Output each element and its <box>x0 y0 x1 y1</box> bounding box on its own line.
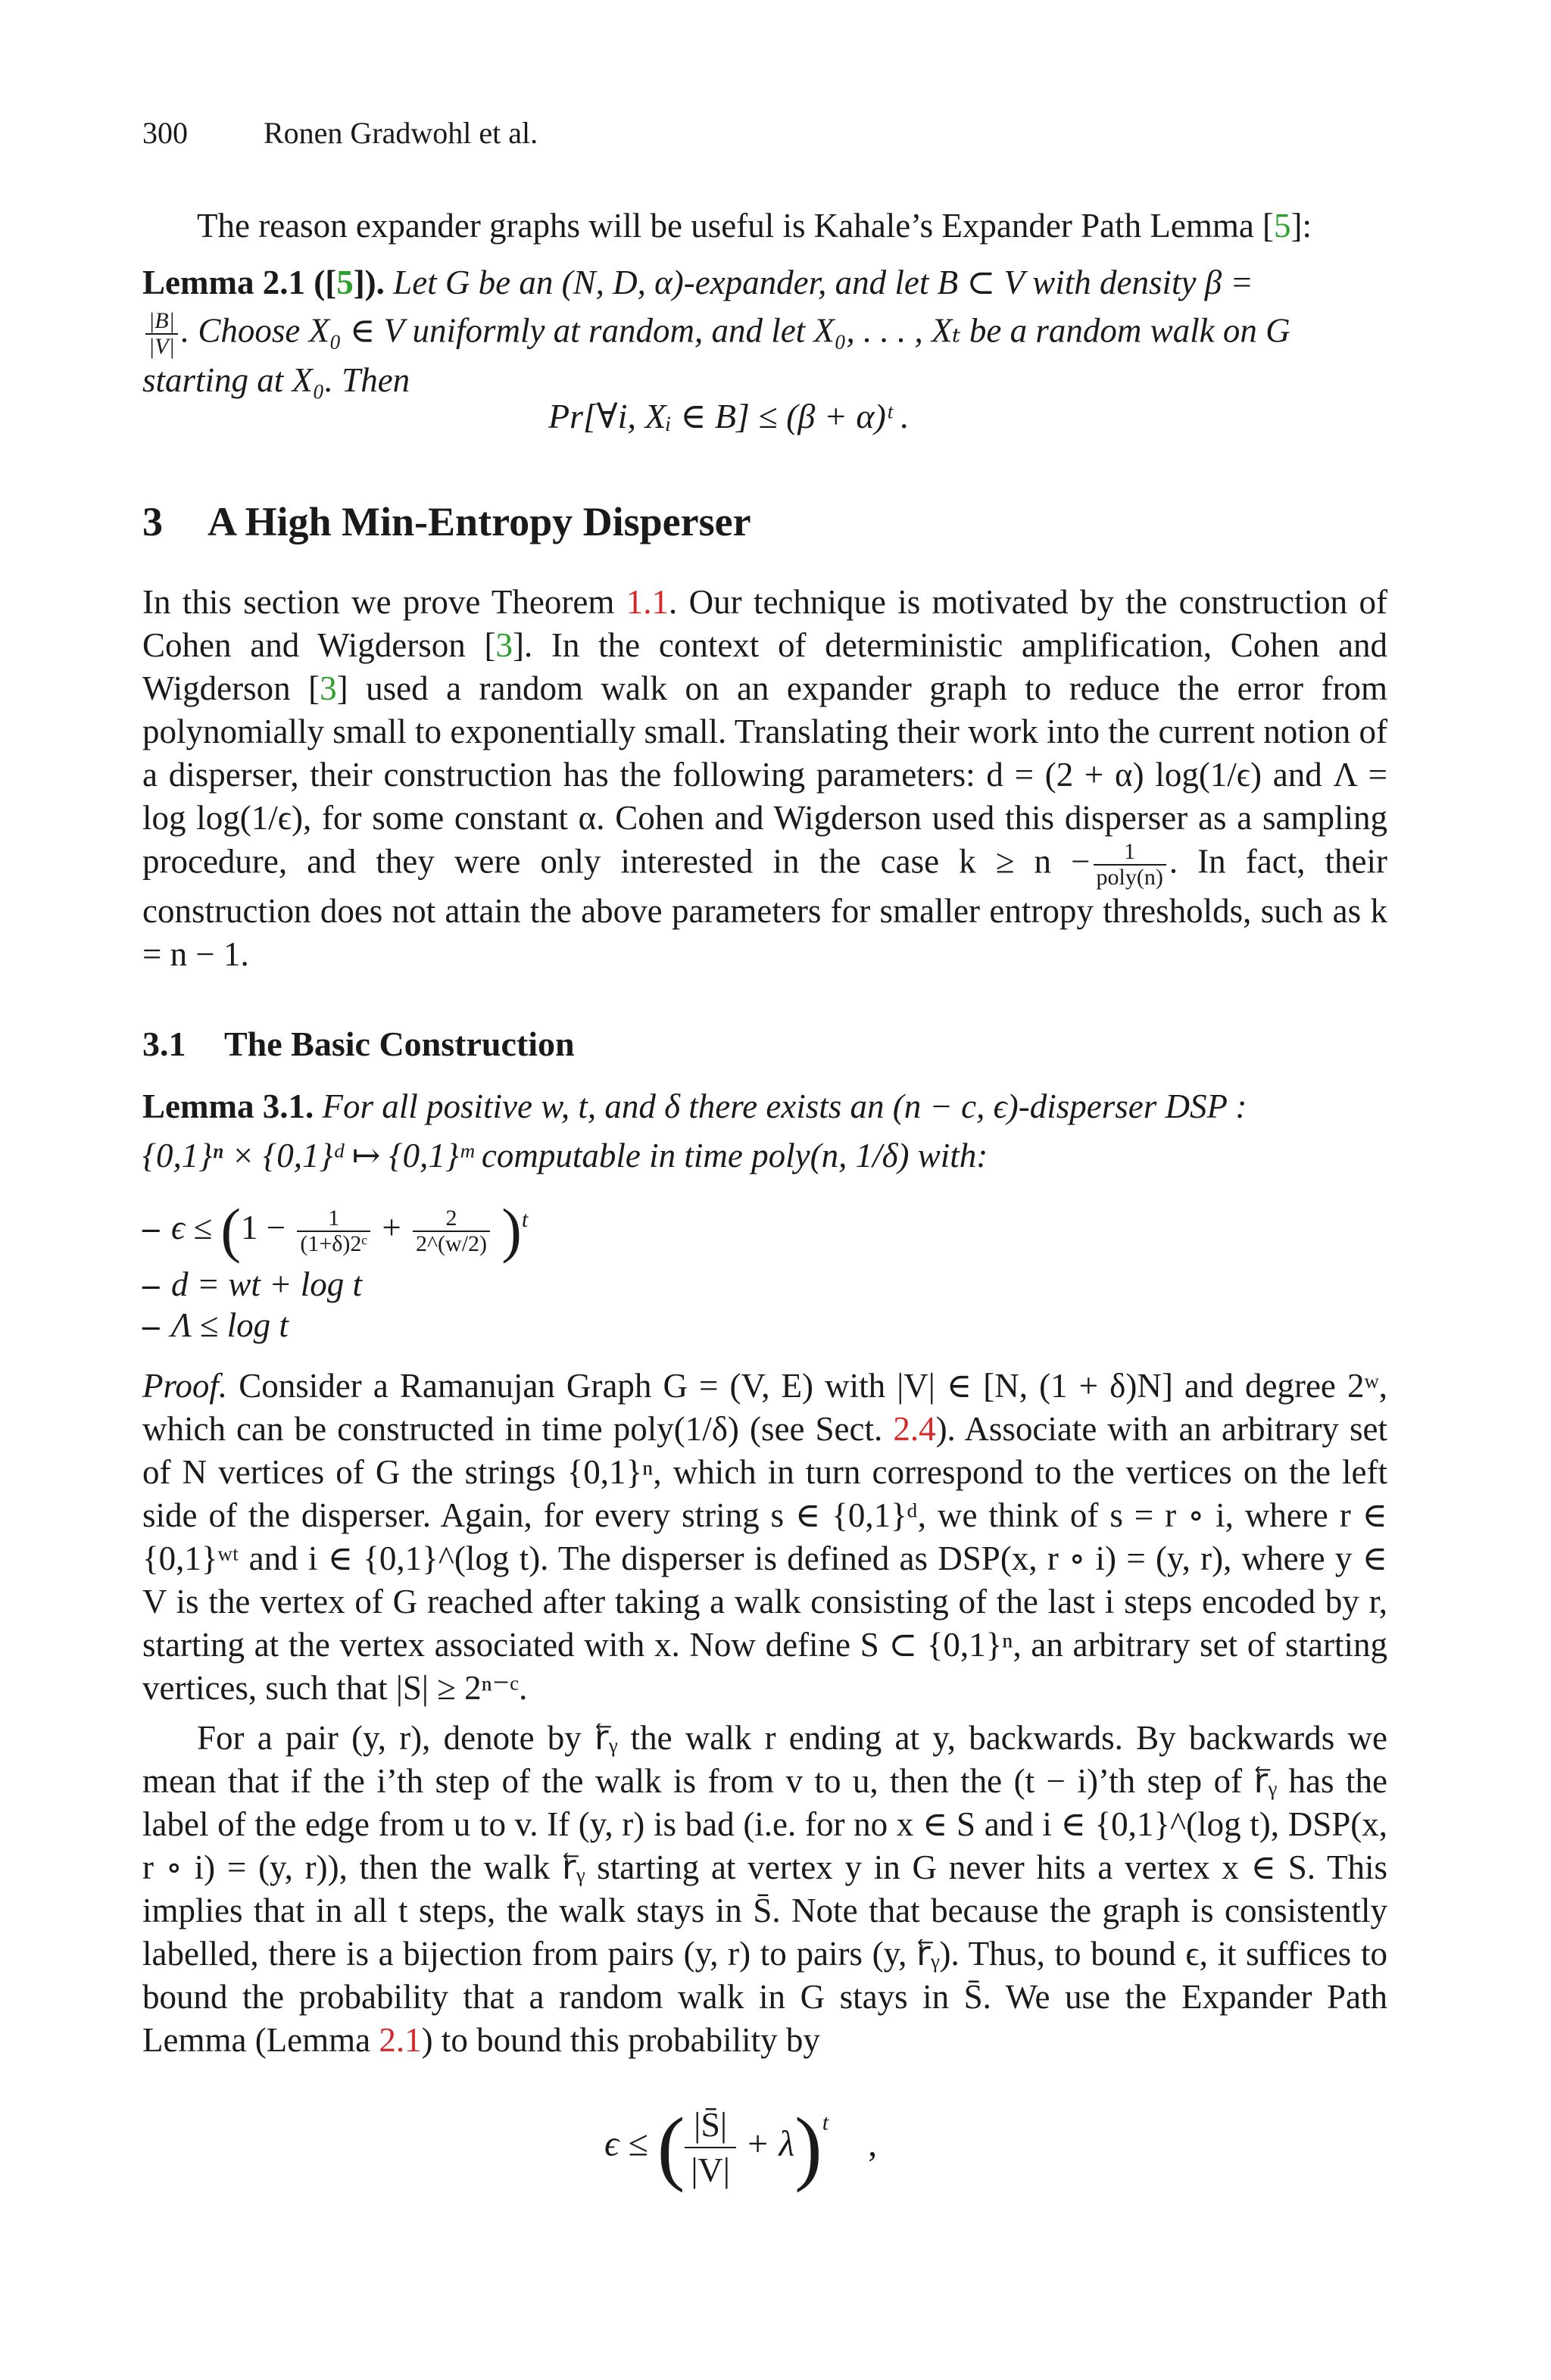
proof-paragraph-2: For a pair (y, r), denote by r⃖ᵧ the walk r ending at y, backwards. By backwards we mean that if the i’th step of the walk is from v to u, then the (t − i)’th step of r⃖ᵧ has the label of the edge from u to v. If (y, r) is bad (i.e. for no x ∈ S and i ∈ {0,1}^(log t), DSP(x, r ∘ i) = (y, r)), then the walk r⃖ᵧ starting at vertex y in G never hits a vertex x ∈ S. This implies that in all t steps, the walk stays in S̄. Note that because the graph is consistently labelled, there is a bijection from pairs (y, r) to pairs (y, r⃖ᵧ). Thus, to bound ϵ, it suffices to bound the probability that a random walk in G stays in S̄. We use the Expander Path Lemma (Lemma 2.1) to bound this probability by <box>142 1719 1387 2059</box>
running-header <box>142 115 538 151</box>
subsection-number: 3.1 <box>142 1025 186 1063</box>
lemma-statement-line1: For all positive w, t, and δ there exists an (n − c, ϵ)-disperser DSP : <box>322 1087 1247 1125</box>
bullet-fraction-2: $\frac{2}{2\^{}(w/2)}$ <box>413 1206 490 1256</box>
intro-text: The reason expander graphs will be useful is Kahale’s Expander Path Lemma [ <box>197 207 1275 245</box>
section-3-paragraph: In this section we prove Theorem 1.1. Our technique is motivated by the construction of Cohen and Wigderson [3]. In the context of deterministic amplification, Cohen and Wigderson [3] used a random walk on an expander graph to reduce the error from polynomially small to exponentially small. Translating their work into the current notion of a disperser, their construction has the following parameters: d = (2 + α) log(1/ϵ) and Λ = log log(1/ϵ), for some constant α. Cohen and Wigderson used this disperser as a sampling procedure, and they were only interested in the case k ≥ n − $\frac{1}{\text{poly(n)}}$ . In fact, their construction does not attain the above parameters for smaller entropy thresholds, such as k = n − 1. <box>142 583 1387 973</box>
intro-text-end: ]: <box>1290 207 1312 245</box>
section-heading <box>142 498 751 545</box>
citation-link[interactable]: 3 <box>495 626 513 664</box>
bullet-epsilon: – ϵ ≤ (1 − $\frac{1}{\text{(1+δ)2ᶜ}}$ + $\frac{2}{2\^{}(w/2)}$ )$^t$ <box>142 1197 529 1265</box>
lemma-statement-line1: Let G be an (N, D, α)-expander, and let B ⊂ V with density β = <box>393 264 1253 301</box>
bullet-entropy-loss: – Λ ≤ log t <box>142 1306 289 1344</box>
intro-paragraph <box>142 204 1387 248</box>
final-bound-formula: ϵ ≤ ( $\frac{|S̄|}{|V|}$ + λ)$^t$ , <box>604 2101 878 2193</box>
expander-path-formula: Pr[∀i, Xᵢ ∈ B] ≤ (β + α)ᵗ . <box>548 397 910 435</box>
subsection-heading <box>142 1024 575 1064</box>
page-number: 300 <box>142 116 188 150</box>
bullet-seed-length: – d = wt + log t <box>142 1265 363 1303</box>
section-number: 3 <box>142 499 163 544</box>
lemma-statement-line2: . Choose X₀ ∈ V uniformly at random, and let X₀, . . . , Xₜ be a random walk on G <box>180 311 1290 350</box>
subsection-title: The Basic Construction <box>224 1025 575 1063</box>
lemma-statement-line2: {0,1}ⁿ × {0,1}ᵈ ↦ {0,1}ᵐ computable in time poly(n, 1/δ) with: <box>142 1137 988 1174</box>
proof-label: Proof. <box>142 1367 228 1405</box>
citation-link[interactable]: 5 <box>1274 207 1291 245</box>
proof-paragraph-1: Proof. Consider a Ramanujan Graph G = (V, E) with |V| ∈ [N, (1 + δ)N] and degree 2ʷ, which can be constructed in time poly(1/δ) (see Sect. 2.4). Associate with an arbitrary set of N vertices of G the strings {0,1}ⁿ, which in turn correspond to the vertices on the left side of the disperser. Again, for every string s ∈ {0,1}ᵈ, we think of s = r ∘ i, where r ∈ {0,1}ʷᵗ and i ∈ {0,1}^(log t). The disperser is defined as DSP(x, r ∘ i) = (y, r), where y ∈ V is the vertex of G reached after taking a walk consisting of the last i steps encoded by r, starting at the vertex associated with x. Now define S ⊂ {0,1}ⁿ, an arbitrary set of starting vertices, such that |S| ≥ 2ⁿ⁻ᶜ. <box>142 1367 1388 1707</box>
density-fraction: $\frac{|B|}{|V|}$ <box>145 309 178 359</box>
section-title: A High Min-Entropy Disperser <box>208 499 751 544</box>
running-title: Ronen Gradwohl et al. <box>264 116 538 150</box>
lemma-3-1 <box>142 1085 1387 1178</box>
lemma-ref-link[interactable]: 2.1 <box>379 2021 422 2059</box>
citation-link[interactable]: 3 <box>320 669 337 707</box>
poly-fraction: $\frac{1}{\text{poly(n)}}$ <box>1094 840 1166 890</box>
section-ref-link[interactable]: 2.4 <box>893 1410 936 1448</box>
lemma-label: Lemma 2.1 ([5]). <box>142 264 385 301</box>
citation-link[interactable]: 5 <box>336 264 354 301</box>
bullet-fraction-1: $\frac{1}{\text{(1+δ)2ᶜ}}$ <box>297 1206 370 1256</box>
lemma-statement-line3: starting at X₀. Then <box>142 361 410 399</box>
final-fraction: $\frac{|S̄|}{|V|}$ <box>685 2103 736 2192</box>
lemma-label: Lemma 3.1. <box>142 1087 314 1125</box>
theorem-ref-link[interactable]: 1.1 <box>626 583 669 621</box>
lemma-2-1 <box>142 261 1387 402</box>
